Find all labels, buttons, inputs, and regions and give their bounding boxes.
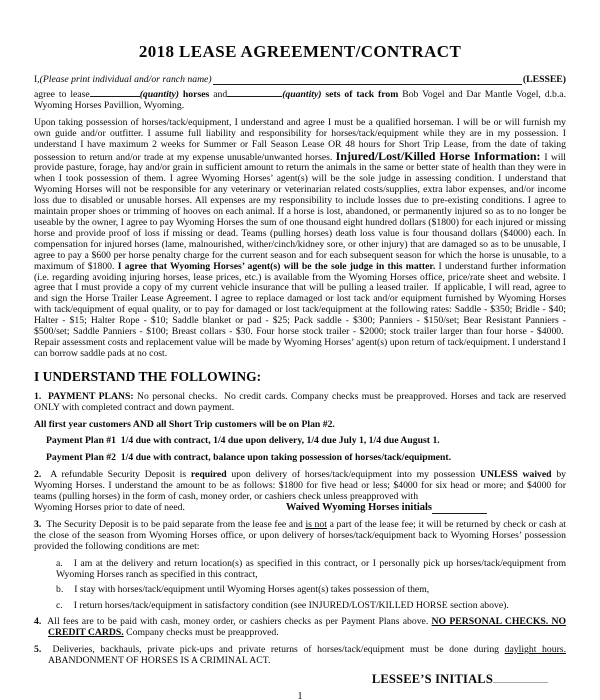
lease-lead-text: agree to lease: [34, 89, 90, 100]
quantity-tack-field[interactable]: [227, 87, 282, 97]
lessee-initials-label: LESSEE’S INITIALS: [371, 671, 493, 686]
quantity-horses-field[interactable]: [90, 87, 140, 97]
sub-item-c-text: I return horses/tack/equipment in satisfactory condition (see INJURED/LOST/KILLED HORSE section above).: [73, 600, 509, 612]
lessee-initials-field[interactable]: [493, 673, 548, 683]
terms-paragraph: Upon taking possession of horses/tack/equipment, I understand and agree I must be a qualified horseman. I will be or will furnish my own guide and/or outfitter. I assume full liability and responsibility for horses/tack/equipment while they are in my possession. I understand I have maximum 2 weeks for Summer or Fall Season Lease OR 48 hours for Short Trip Lease, from the date of taking possession to return and/or trade at my expense unusable/unwanted horses. Injured/Lost/Killed Horse Information: I will provide pasture, forage, hay and/or grain in sufficient amount to return the animals in the same or better state of health than they were in when I took possession of them. I agree Wyoming Horses’ agent(s) will be the sole judge in assessing condition. I understand that Wyoming Horses will not be responsible for any veterinary or veterinarian related costs/supplies, extra labor expenses, and/or income loss due to disabled or unusable horses. All expenses are my responsibility to include losses due to pre-existing conditions. I agree to maintain proper shoes or trimming of hooves on each animal. If a horse is lost, abandoned, or permanently injured so as to no longer be useable by the owner, I agree to pay Wyoming Horses the sum of one thousand eight hundred dollars ($1800) for each injured or missing horse and provide proof of loss if missing or dead. Teams (pulling horses) death loss value is four thousand dollars ($4000) each. In compensation for injured horses (lame, malnourished, wither/cinch/kidney sore, or other injury) that are damaged so as to be unusable, I agree to pay a $600 per horse penalty charge for the current season and for each subsequent season for which the horse is unusable, to a maximum of $1800. I agree that Wyoming Horses’ agent(s) will be the sole judge in this matter. I understand further information (i.e. regarding avoiding injuring horses, lease prices, etc.) is available from the Wyoming Horses office, price/rate sheet and website. I agree that I must provide a copy of my current vehicle insurance that will be pulling a leased trailer. If applicable, I will read, agree to and sign the Horse Trailer Lease Agreement. I agree to replace damaged or lost tack and/or equipment furnished by Wyoming Horses with tack/equipment of equal quality, or to pay for damaged or lost tack/equipment at the following rates: Saddle - $350; Bridle - $40; Halter - $15; Halter Rope - $10; Saddle blanket or pad - $25; Pack saddle - $300; Panniers - $150/set; Bear Resistant Panniers - $500/set; Saddle Panniers - $100; Breast collars - $30. Four horse stock trailer - $2000; stock trailer larger than four horse - $4000. Repair assessment costs and replacement value will be made by Wyoming Horses’ agent(s) upon return of tack/equipment. I understand I can borrow saddle pads at no cost.: [34, 116, 567, 359]
lessor-names-text: Bob Vogel and Dar Mantle Vogel, d.b.a. Wyoming Horses Pavillion, Wyoming.: [34, 89, 566, 111]
lessee-initials-line: [34, 673, 566, 687]
page-number: 1: [297, 690, 303, 700]
security-deposit-tail-line: [34, 503, 566, 514]
item-payment-method: 4. All fees are to be paid with cash, money order, or cashiers checks as per Payment Plans above. NO PERSONAL CHECKS. NO CREDIT CARDS. Company checks must be preapproved.: [34, 616, 566, 639]
lessee-label: (LESSEE): [522, 74, 566, 86]
item-deliveries: 5. Deliveries, backhauls, private pick-ups and private returns of horses/tack/equipment must be done during daylight hours. ABANDONMENT OF HORSES IS A CRIMINAL ACT.: [34, 644, 566, 666]
waived-initials-field[interactable]: [432, 504, 487, 514]
sub-item-a: [56, 559, 566, 581]
tack-from-label: sets of tack from: [321, 89, 403, 100]
quantity-label-1: (quantity): [139, 89, 179, 100]
section-heading: I UNDERSTAND THE FOLLOWING:: [34, 368, 262, 384]
payment-plan-2: Payment Plan #2 1/4 due with contract, balance upon taking possession of horses/tack/equipment.: [46, 452, 452, 464]
sub-item-b-label: b.: [56, 584, 64, 596]
deposit-tail-text: Wyoming Horses prior to date of need.: [34, 502, 185, 513]
sub-item-b: [56, 585, 566, 596]
sub-item-b-text: I stay with horses/tack/equipment until Wyoming Horses agent(s) takes possession of them,: [74, 584, 430, 596]
lessee-name-field[interactable]: [213, 75, 522, 85]
document-title: 2018 LEASE AGREEMENT/CONTRACT: [138, 42, 462, 61]
name-prompt: (Please print individual and/or ranch name): [39, 74, 212, 86]
sub-item-a-text: I am at the delivery and return location(s) as specified in this contract, or I personally pick up horses/tack/equipment from Wyoming Horses ranch as specified in this contract,: [56, 557, 566, 580]
item-deposit-return: 3. The Security Deposit is to be paid separate from the lease fee and is not a part of the lease fee; it will be returned by check or cash at the close of the season from Wyoming Horses office, or upon delivery of horses/tack/equipment back to Wyoming Horses’ possession provided the following conditions are met:: [34, 518, 566, 552]
plans-note: All first year customers AND all Short Trip customers will be on Plan #2.: [34, 418, 335, 430]
sub-item-a-label: a.: [56, 557, 63, 569]
sub-item-c: [56, 601, 566, 612]
lessee-name-line: [34, 75, 566, 86]
horses-label: horses: [179, 89, 214, 100]
item-security-deposit: 2. A refundable Security Deposit is required upon delivery of horses/tack/equipment into my possession UNLESS waived by Wyoming Horses. I understand the amount to be as follows: $1800 for five head or less; $4000 for six head or more; and $4000 for teams (pulling horses) in the form of cash, money order, or cashiers check unless preapproved with: [34, 469, 567, 503]
quantity-label-2: (quantity): [282, 89, 322, 100]
item-payment-plans: 1. PAYMENT PLANS: No personal checks. No credit cards. Company checks must be preapproved. Horses and tack are reserved ONLY with completed contract and down payment.: [34, 390, 567, 413]
intro-prefix: I,: [34, 74, 40, 86]
and-text: and: [213, 89, 228, 100]
sub-item-c-label: c.: [56, 600, 63, 612]
payment-plan-1: Payment Plan #1 1/4 due with contract, 1/4 due upon delivery, 1/4 due July 1, 1/4 due August 1.: [46, 435, 440, 447]
waived-initials-label: Waived Wyoming Horses initials: [285, 502, 432, 513]
intro-paragraph: [34, 87, 566, 112]
